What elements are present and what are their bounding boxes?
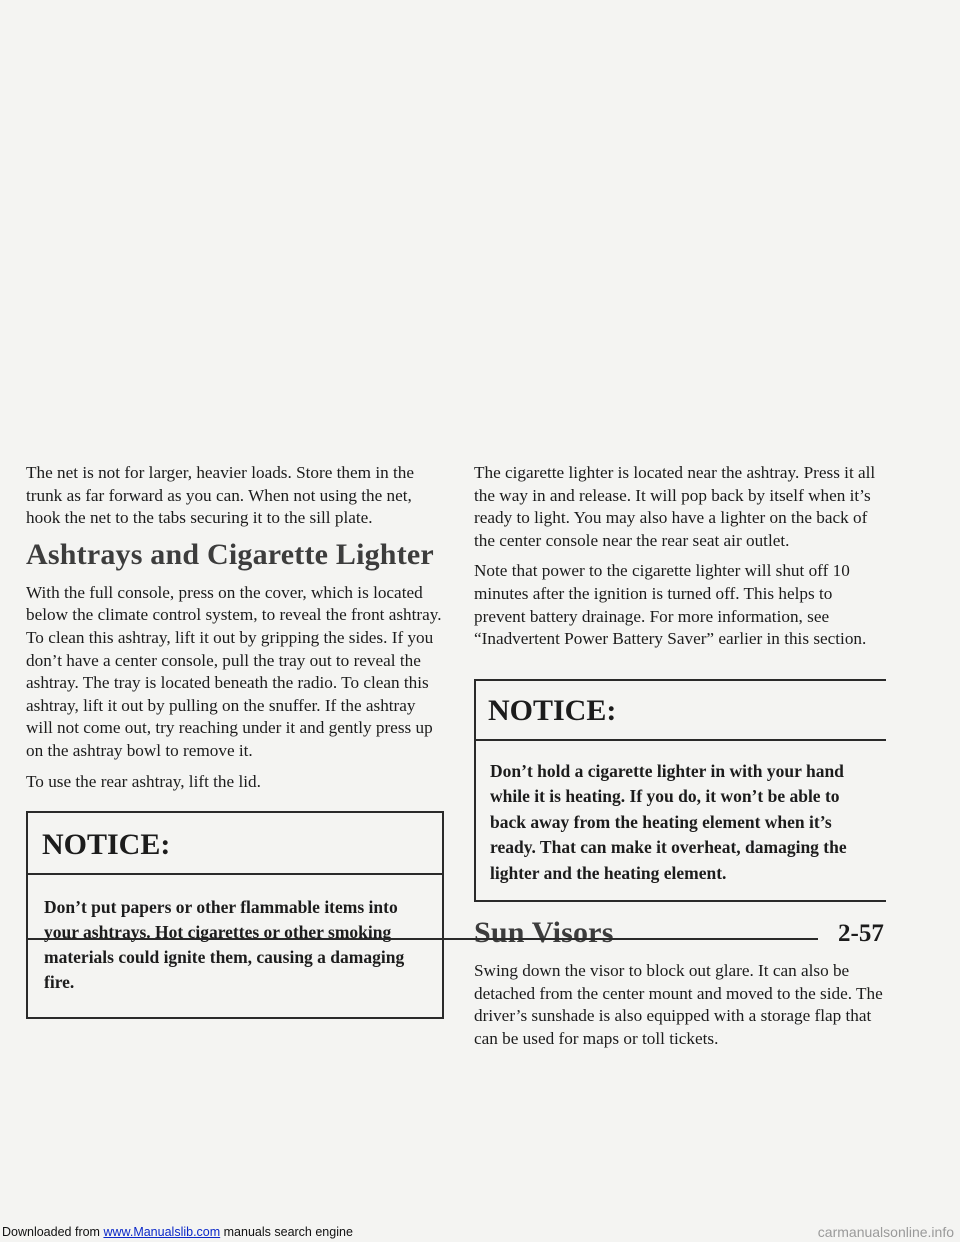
sun-visors-section <box>474 916 886 1050</box>
power-note-paragraph: Note that power to the cigarette lighter will shut off 10 minutes after the ignition is turned off. This helps to prevent battery drainage. For more information, see “Inadvertent Power Battery Saver” earlier in this section. <box>474 561 867 649</box>
notice-box-ashtray <box>26 811 444 1019</box>
right-column <box>474 462 886 1059</box>
footer-source <box>2 1225 353 1239</box>
lighter-paragraph: The cigarette lighter is located near the ashtray. Press it all the way in and release. It will pop back by itself when it’s ready to light. You may also have a lighter on the back of the center console near the rear seat air outlet. <box>474 463 876 550</box>
ashtrays-heading: Ashtrays and Cigarette Lighter <box>26 537 434 571</box>
watermark: carmanualsonline.info <box>817 1224 954 1240</box>
ashtray-paragraph: With the full console, press on the cover, which is located below the climate control system, to reveal the front ashtray. To clean this ashtray, lift it out by gripping the sides. If you don’t have a center console, pull the tray out to reveal the ashtray. The tray is located beneath the radio. To clean this ashtray, lift it out by pulling on the snuffer. If the ashtray will not come out, try reaching under it and gently press up on the ashtray bowl to remove it. <box>26 582 442 760</box>
notice-title: NOTICE: <box>28 813 442 875</box>
page-number: 2-57 <box>838 920 884 947</box>
notice-body: Don’t hold a cigarette lighter in with your hand while it is heating. If you do, it won’t be able to back away from the heating element when it’s ready. That can make it overheat, damaging the lighter and the heating element. <box>490 760 847 883</box>
download-footer <box>0 1222 960 1242</box>
rear-ashtray-paragraph: To use the rear ashtray, lift the lid. <box>26 771 261 791</box>
footer-suffix: manuals search engine <box>220 1225 353 1239</box>
footer-prefix: Downloaded from <box>2 1225 104 1239</box>
sun-visors-paragraph: Swing down the visor to block out glare. It can also be detached from the center mount and moved to the side. The driver’s sunshade is also equipped with a storage flap that can be used for maps or toll tickets. <box>474 961 883 1049</box>
left-column <box>26 462 444 1019</box>
net-paragraph: The net is not for larger, heavier loads. Store them in the trunk as far forward as you can. When not using the net, hook the net to the tabs securing it to the sill plate. <box>26 463 414 528</box>
sun-visors-heading: Sun Visors <box>474 916 614 950</box>
notice-body: Don’t put papers or other flammable items into your ashtrays. Hot cigarettes or other smoking materials could ignite them, causing a damaging fire. <box>44 897 405 993</box>
manualslib-link[interactable]: www.Manualslib.com <box>103 1225 221 1239</box>
notice-box-lighter <box>474 679 886 903</box>
footer-rule <box>26 938 818 940</box>
notice-title: NOTICE: <box>476 681 886 741</box>
